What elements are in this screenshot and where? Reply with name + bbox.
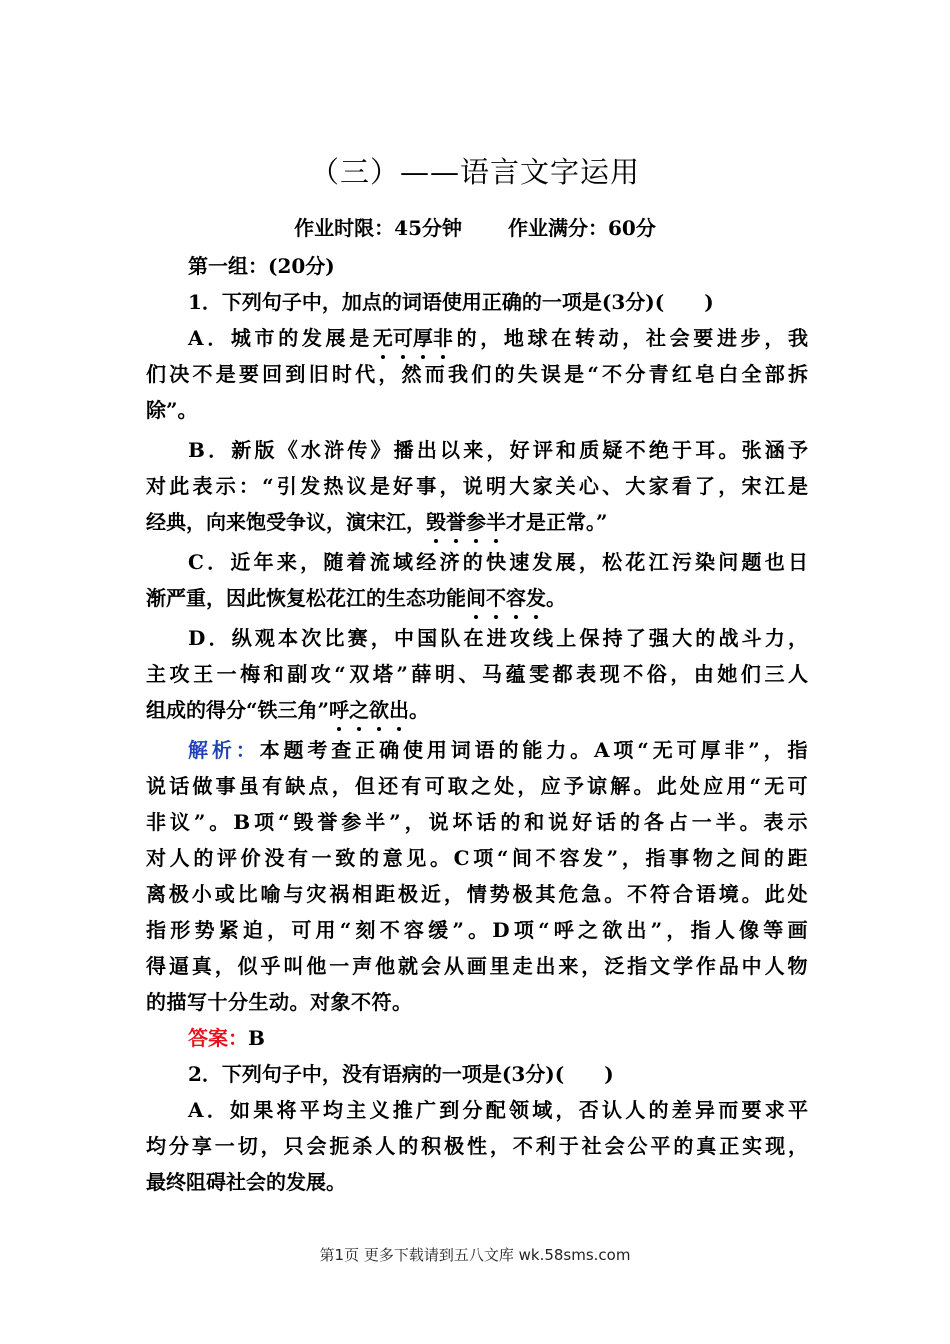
question-1-answer (146, 1020, 808, 1056)
explanation-line-8: 的描写十分生动。对象不符。 (146, 990, 413, 1014)
question-1-stem: 1．下列句子中，加点的词语使用正确的一项是(3分)( ) (188, 290, 714, 314)
question-1-option-c (146, 544, 808, 616)
explanation-line-5: 离极小或比喻与灾祸相距极近，情势极其危急。不符合语境。此处 (146, 882, 808, 906)
explanation-line-4: 对人的评价没有一致的意见。C项“间不容发”，指事物之间的距 (146, 846, 808, 870)
option-d-line-1: D．纵观本次比赛，中国队在进攻线上保持了强大的战斗力， (188, 626, 808, 650)
q2-option-a-line-1: A．如果将平均主义推广到分配领域，否认人的差异而要求平 (188, 1098, 808, 1122)
answer-label: 答案： (188, 1026, 248, 1050)
option-d-line-2: 主攻王一梅和副攻“双塔”薛明、马蕴雯都表现不俗，由她们三人 (146, 662, 808, 686)
section-heading: 第一组：(20分) (188, 254, 335, 278)
explanation-line-2: 说话做事虽有缺点，但还有可取之处，应予谅解。此处应用“无可 (146, 774, 808, 798)
option-d-line-3: 组成的得分“铁三角”呼之欲出。 (146, 692, 808, 728)
option-b-line-1: B．新版《水浒传》播出以来，好评和质疑不绝于耳。张涵予 (188, 438, 808, 462)
option-b-line-2: 对此表示：“引发热议是好事，说明大家关心、大家看了，宋江是 (146, 474, 808, 498)
question-2-stem: 2．下列句子中，没有语病的一项是(3分)( ) (188, 1062, 614, 1086)
time-limit: 作业时限：45分钟 (294, 216, 462, 240)
option-a-line-3: 除”。 (146, 398, 198, 422)
question-1-option-d (146, 620, 808, 728)
explanation-line-3: 非议”。B项“毁誉参半”，说坏话的和说好话的各占一半。表示 (146, 810, 808, 834)
option-c-line-1: C．近年来，随着流域经济的快速发展，松花江污染问题也日 (188, 550, 808, 574)
question-2-option-a (146, 1092, 808, 1200)
option-b-line-3: 经典，向来饱受争议，演宋江，毁誉参半才是正常。” (146, 504, 808, 540)
answer-value: B (248, 1026, 265, 1050)
question-1-option-b (146, 432, 808, 540)
document-body (146, 248, 808, 1200)
question-1-option-a (146, 320, 808, 428)
page-title: （三）——语言文字运用 (309, 155, 640, 189)
question-1-explanation (146, 732, 808, 1020)
explanation-line-1: 解析：本题考查正确使用词语的能力。A项“无可厚非”，指 (188, 738, 808, 762)
assignment-meta (0, 212, 950, 241)
q2-option-a-line-2: 均分享一切，只会扼杀人的积极性，不利于社会公平的真正实现， (146, 1134, 808, 1158)
q2-option-a-line-3: 最终阻碍社会的发展。 (146, 1170, 346, 1194)
option-a-line-2: 们决不是要回到旧时代，然而我们的失误是“不分青红皂白全部拆 (146, 362, 808, 386)
full-score: 作业满分：60分 (508, 216, 656, 240)
explanation-line-7: 得逼真，似乎叫他一声他就会从画里走出来，泛指文学作品中人物 (146, 954, 808, 978)
page-footer: 第1页 更多下载请到五八文库 wk.58sms.com (319, 1246, 631, 1264)
option-a-line-1: A．城市的发展是无可厚非的，地球在转动，社会要进步，我 (146, 320, 808, 356)
explanation-label: 解析： (188, 738, 260, 762)
option-c-line-2: 渐严重，因此恢复松花江的生态功能间不容发。 (146, 580, 808, 616)
explanation-line-6: 指形势紧迫，可用“刻不容缓”。D项“呼之欲出”，指人像等画 (146, 918, 808, 942)
